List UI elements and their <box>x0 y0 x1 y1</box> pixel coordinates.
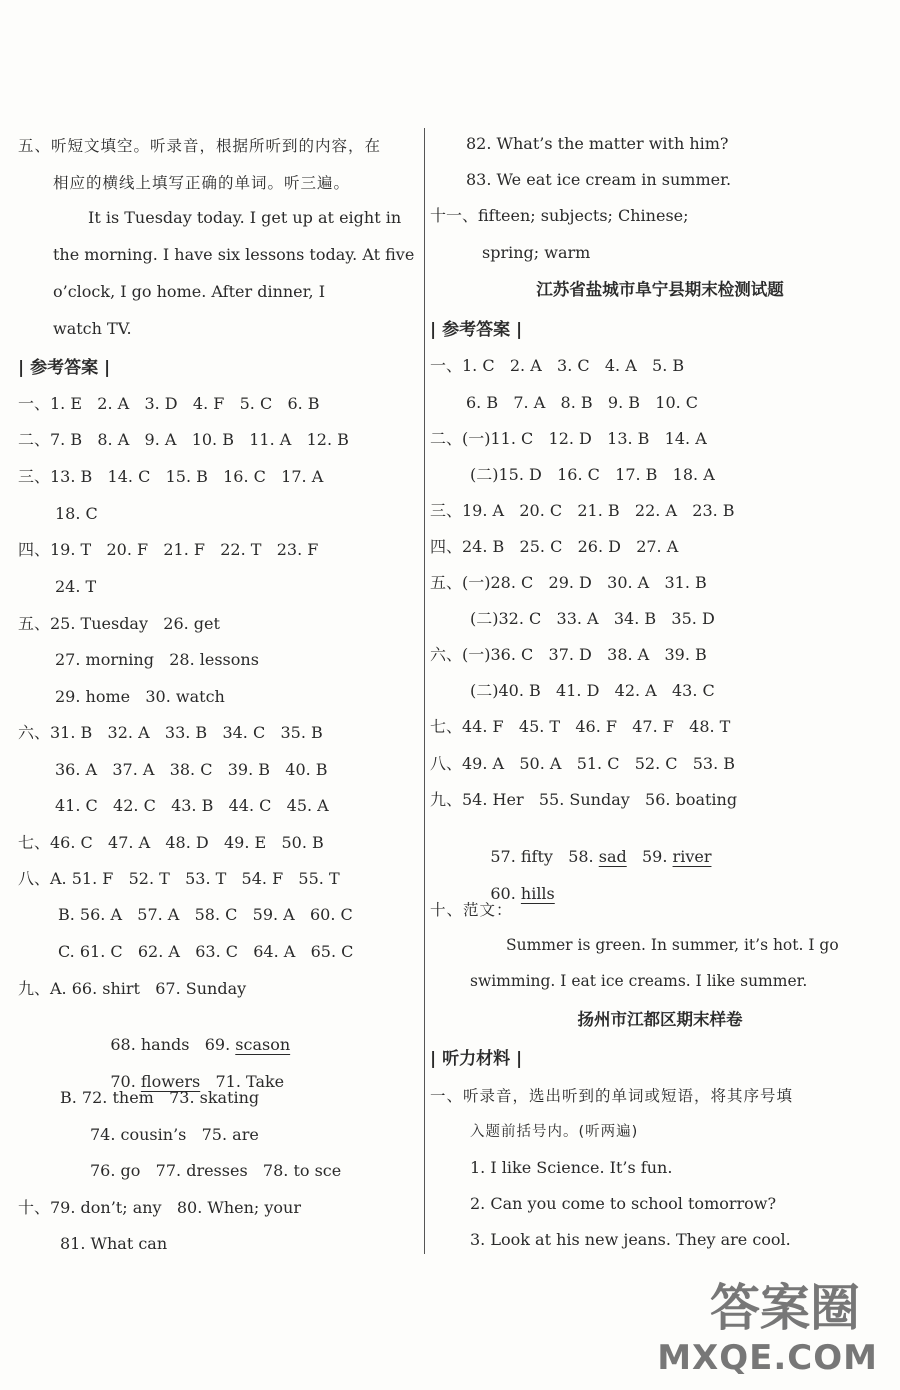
answer-line: B. 56. A 57. A 58. C 59. A 60. C <box>58 905 353 924</box>
sample-essay-line: swimming. I eat ice creams. I like summer. <box>470 972 808 990</box>
passage-line: watch TV. <box>53 319 132 338</box>
answer-line: 四、19. T 20. F 21. F 22. T 23. F <box>18 540 319 559</box>
listening-item: 2. Can you come to school tomorrow? <box>470 1194 777 1213</box>
answer-line: 一、1. C 2. A 3. C 4. A 5. B <box>430 356 685 375</box>
passage-line: It is Tuesday today. I get up at eight in <box>88 208 402 227</box>
answer-line: 一、1. E 2. A 3. D 4. F 5. C 6. B <box>18 394 320 413</box>
answer-line: B. 72. them 73. skating <box>60 1088 260 1107</box>
section-heading-listening: | 听力材料 | <box>430 1049 523 1069</box>
answer-line: 41. C 42. C 43. B 44. C 45. A <box>55 796 329 815</box>
listening-instruction: 入题前括号内。(听两遍) <box>470 1124 639 1140</box>
answer-line: 五、25. Tuesday 26. get <box>18 614 220 633</box>
section-heading-answers: | 参考答案 | <box>430 320 523 340</box>
answer-text: 68. hands 69. <box>110 1035 231 1054</box>
section-heading-answers: | 参考答案 | <box>18 358 111 378</box>
answer-line: 36. A 37. A 38. C 39. B 40. B <box>55 760 328 779</box>
listening-item: 3. Look at his new jeans. They are cool. <box>470 1230 791 1249</box>
answer-line: 十、79. don’t; any 80. When; your <box>18 1198 302 1217</box>
answer-line: 九、54. Her 55. Sunday 56. boating <box>430 790 738 809</box>
answer-line: 81. What can <box>60 1234 168 1253</box>
answer-line: 八、A. 51. F 52. T 53. T 54. F 55. T <box>18 869 340 888</box>
answer-line: 四、24. B 25. C 26. D 27. A <box>430 537 679 556</box>
answer-line: 76. go 77. dresses 78. to sce <box>90 1161 342 1180</box>
answer-line: (二)15. D 16. C 17. B 18. A <box>470 465 715 484</box>
underlined-answer: river <box>672 847 712 866</box>
answer-line: 八、49. A 50. A 51. C 52. C 53. B <box>430 754 736 773</box>
answer-line: 九、A. 66. shirt 67. Sunday <box>18 979 247 998</box>
answer-line: 29. home 30. watch <box>55 687 225 706</box>
passage-line: o’clock, I go home. After dinner, I <box>53 282 326 301</box>
answer-line: 18. C <box>55 504 98 523</box>
answer-line: 74. cousin’s 75. are <box>90 1125 259 1144</box>
underlined-answer: scason <box>235 1035 291 1054</box>
underlined-answer: sad <box>598 847 627 866</box>
answer-line: 六、(一)36. C 37. D 38. A 39. B <box>430 645 707 664</box>
answer-line: 27. morning 28. lessons <box>55 650 259 669</box>
answer-line: 二、7. B 8. A 9. A 10. B 11. A 12. B <box>18 430 349 449</box>
answer-line: 五、(一)28. C 29. D 30. A 31. B <box>430 573 707 592</box>
listening-item: 1. I like Science. It’s fun. <box>470 1158 673 1177</box>
answer-line: 二、(一)11. C 12. D 13. B 14. A <box>430 429 707 448</box>
listening-instruction: 一、听录音，选出听到的单词或短语，将其序号填 <box>430 1087 794 1105</box>
column-divider <box>424 128 425 1254</box>
answer-line: (二)40. B 41. D 42. A 43. C <box>470 681 715 700</box>
q5-instruction-line2: 相应的横线上填写正确的单词。听三遍。 <box>53 174 351 192</box>
answer-line: C. 61. C 62. A 63. C 64. A 65. C <box>58 942 354 961</box>
answer-line: 82. What’s the matter with him? <box>466 134 729 153</box>
underlined-answer: hills <box>520 884 555 903</box>
underlined-answer: flowers <box>140 1072 201 1091</box>
q5-instruction-line1: 五、听短文填空。听录音，根据所听到的内容，在 <box>18 137 382 155</box>
answer-text: 70. <box>110 1072 136 1091</box>
answer-text: 71. Take <box>215 1072 285 1091</box>
answer-line: 三、19. A 20. C 21. B 22. A 23. B <box>430 501 735 520</box>
answer-text: 60. <box>490 884 516 903</box>
passage-line: the morning. I have six lessons today. At five <box>53 245 415 264</box>
answer-line: 6. B 7. A 8. B 9. B 10. C <box>466 393 699 412</box>
answer-line: (二)32. C 33. A 34. B 35. D <box>470 609 715 628</box>
exam-title-funing: 江苏省盐城市阜宁县期末检测试题 <box>536 280 784 299</box>
watermark-logo-text: 答案圈 <box>710 1279 860 1337</box>
answer-line: 六、31. B 32. A 33. B 34. C 35. B <box>18 723 323 742</box>
exam-title-jiangdu: 扬州市江都区期末样卷 <box>577 1010 743 1029</box>
watermark-url: MXQE.COM <box>657 1338 878 1378</box>
answer-line: 七、44. F 45. T 46. F 47. F 48. T <box>430 717 731 736</box>
answer-line: 24. T <box>55 577 97 596</box>
sample-essay-line: Summer is green. In summer, it’s hot. I go <box>506 936 839 954</box>
answer-line: spring; warm <box>482 243 591 262</box>
answer-line: 83. We eat ice cream in summer. <box>466 170 732 189</box>
answer-text: 57. fifty 58. <box>490 847 594 866</box>
answer-text: 59. <box>642 847 668 866</box>
answer-line: 十一、fifteen; subjects; Chinese; <box>430 206 689 225</box>
answer-line: 七、46. C 47. A 48. D 49. E 50. B <box>18 833 324 852</box>
answer-line: 十、范文： <box>430 901 513 919</box>
answer-line: 三、13. B 14. C 15. B 16. C 17. A <box>18 467 324 486</box>
